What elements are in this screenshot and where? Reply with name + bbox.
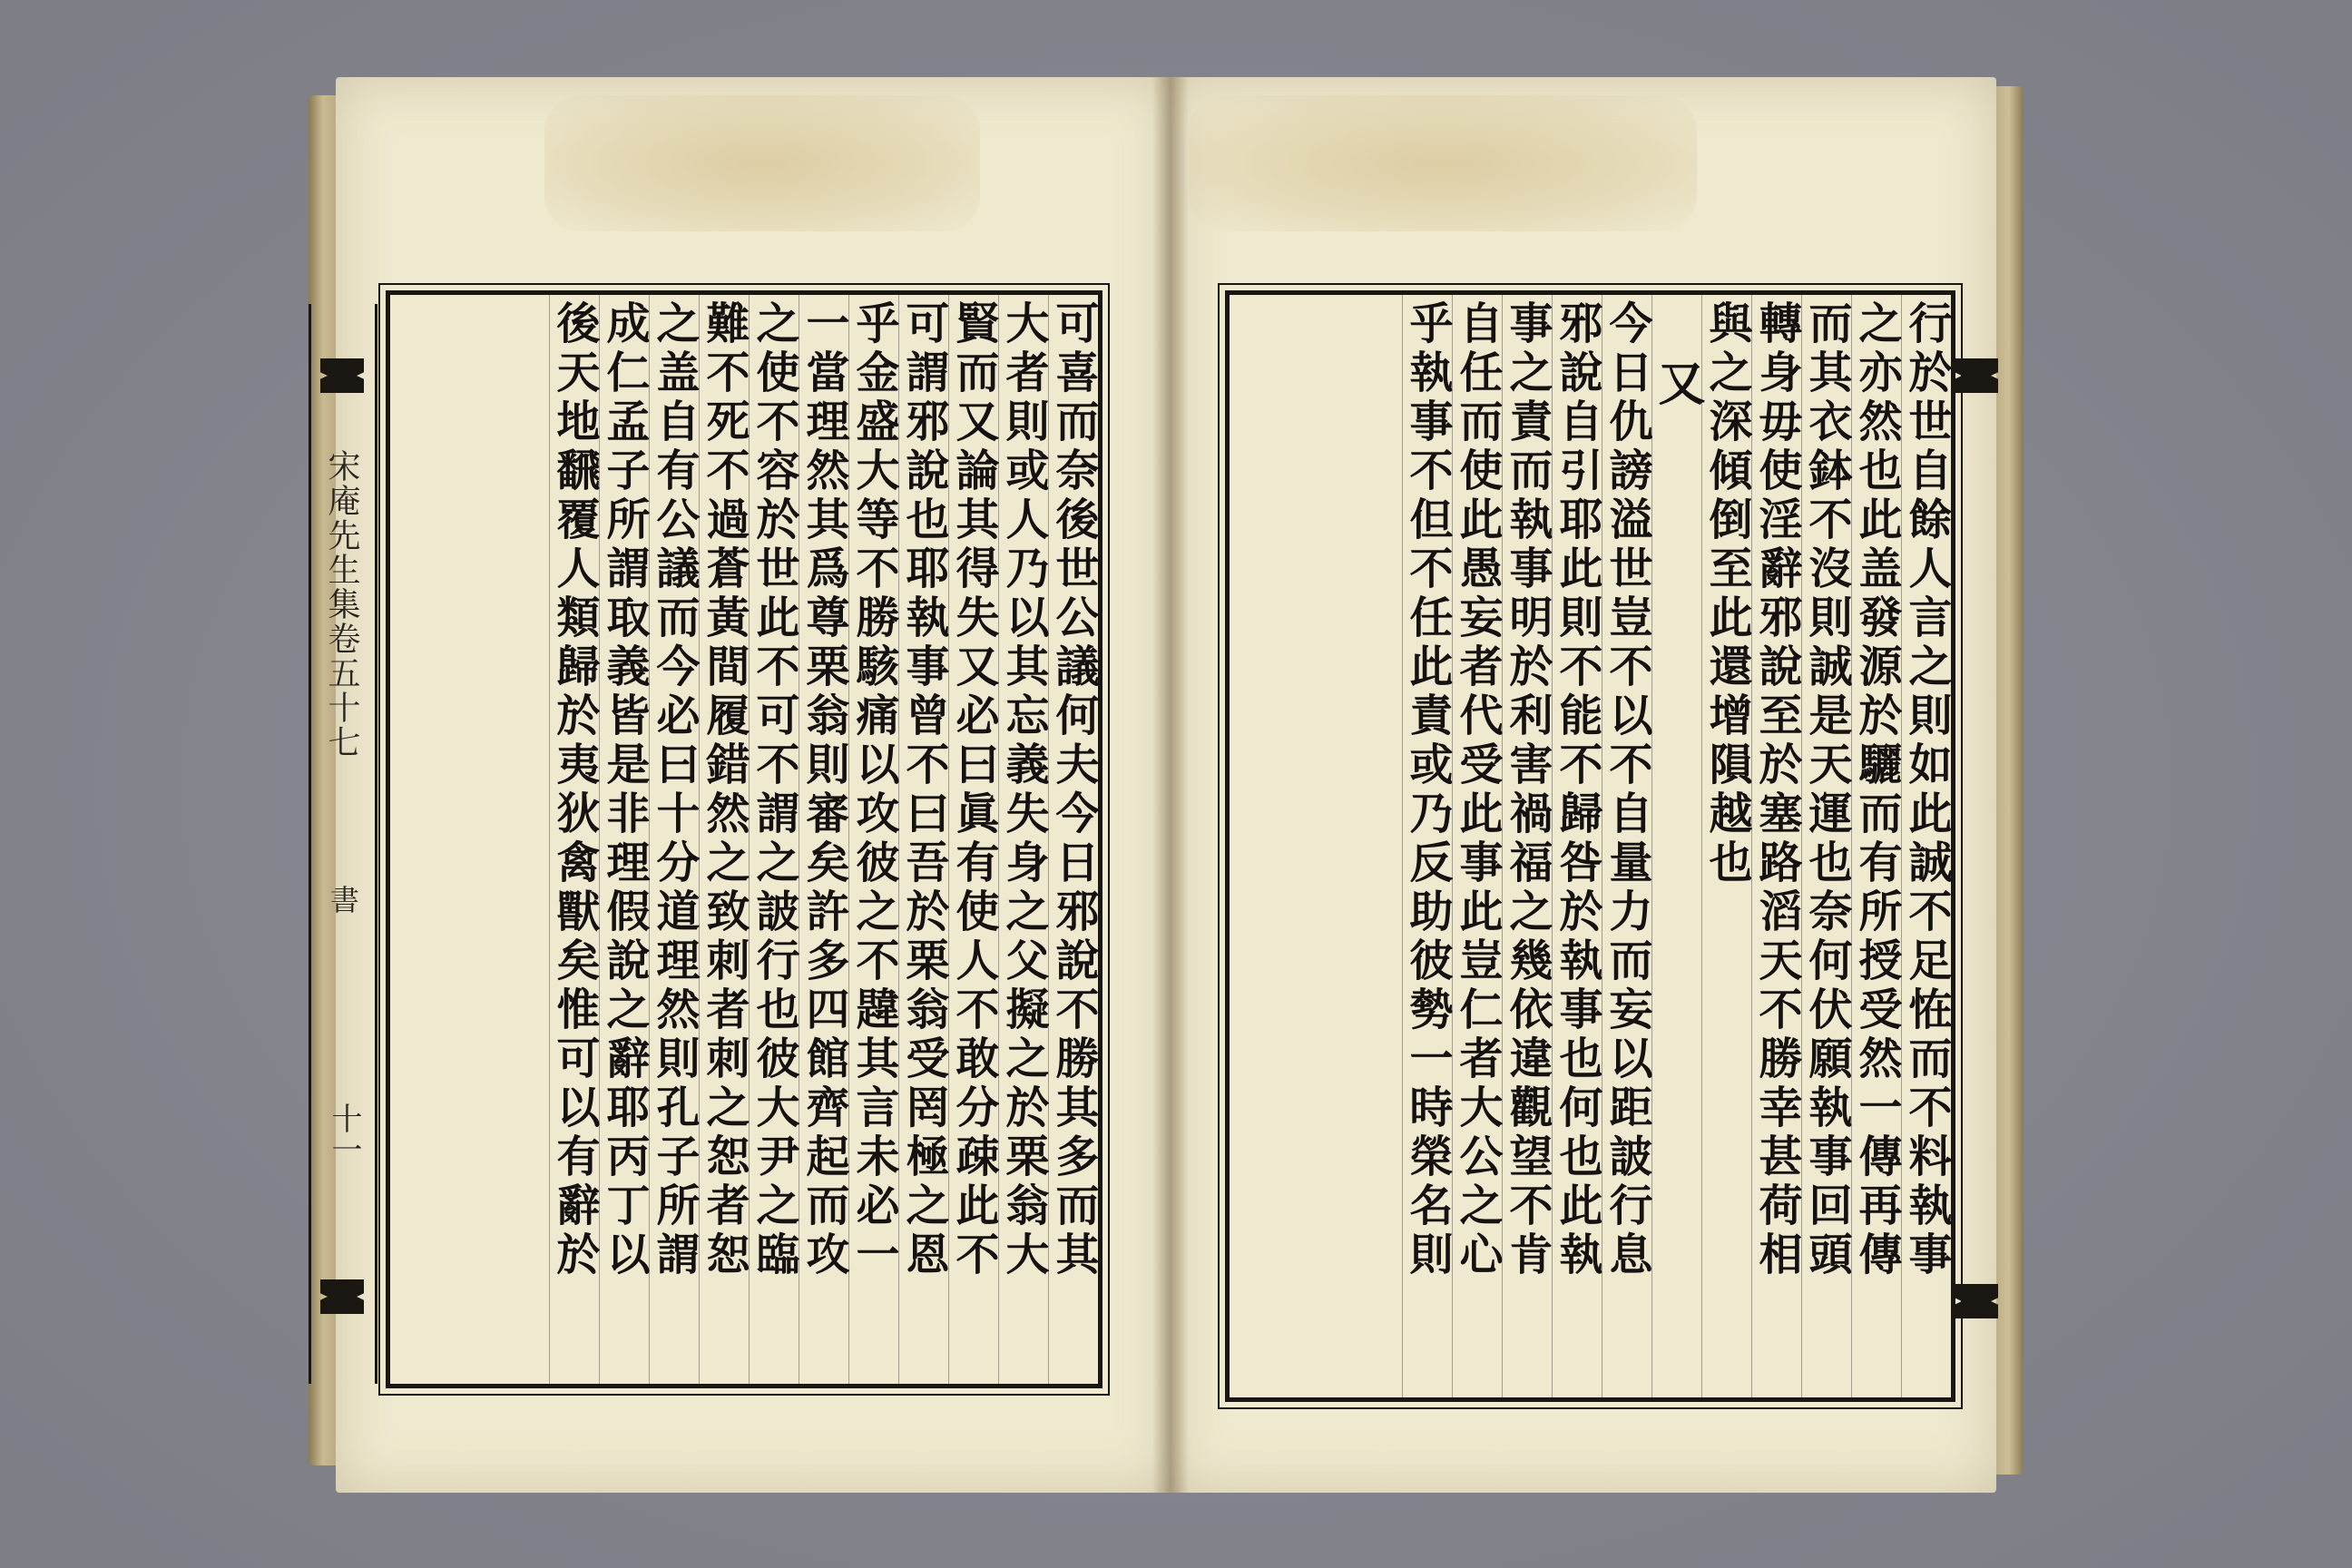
text-column: 轉身毋使淫辭邪說至於塞路滔天不勝幸甚荷相 [1751, 295, 1801, 1397]
text-column: 賢而又論其得失又必曰眞有使人不敢分疎此不 [948, 295, 998, 1384]
book-gutter [1152, 77, 1189, 1493]
center-margin-column [309, 304, 377, 1384]
text-column: 一當理然其爲尊栗翁則審矣許多四館齊起而攻 [799, 295, 848, 1384]
text-column: 後天地飜覆人類歸於夷狄禽獸矣惟可以有辭於 [549, 295, 599, 1384]
right-text-columns [1402, 295, 1951, 1397]
text-column: 之盖自有公議而今必曰十分道理然則孔子所謂 [649, 295, 699, 1384]
text-column: 自任而使此愚妄者代受此事此豈仁者大公之心 [1452, 295, 1502, 1397]
text-column: 行於世自餘人言之則如此誠不足恠而不料執事 [1901, 295, 1951, 1397]
text-column: 成仁孟子所謂取義皆是非理假說之辭耶丙丁以 [599, 295, 649, 1384]
right-text-frame [1225, 290, 1955, 1402]
text-column: 之亦然也此盖發源於驪而有所授受然一傳再傳 [1851, 295, 1901, 1397]
paper-stain [544, 95, 980, 231]
text-column: 與之深傾倒至此還增隕越也 [1701, 295, 1751, 1397]
margin-page-number: 十一 [326, 1102, 362, 1164]
paper-stain [1189, 95, 1697, 231]
text-column: 大者則或人乃以其忘義失身之父擬之於栗翁大 [998, 295, 1048, 1384]
margin-section-label: 書 [326, 885, 360, 914]
open-book [309, 77, 2024, 1493]
text-column: 難不死不過蒼黃間履錯然之致刺者刺之恕者恕 [699, 295, 749, 1384]
section-heading: 又 [1651, 295, 1701, 1397]
text-column: 今日仇謗溢世豈不以不自量力而妄以距詖行息 [1602, 295, 1651, 1397]
left-text-columns [549, 295, 1098, 1384]
fishtail-mark-top [320, 358, 364, 393]
text-column: 之使不容於世此不可不謂之詖行也彼大尹之臨 [749, 295, 799, 1384]
margin-book-title: 宋庵先生集卷五十七 [323, 449, 360, 760]
text-column: 而其衣鉢不沒則誠是天運也奈何伏願執事回頭 [1801, 295, 1851, 1397]
text-column: 乎執事不但不任此責或乃反助彼勢一時榮名則 [1402, 295, 1452, 1397]
text-column: 邪說自引耶此則不能不歸咎於執事也何也此執 [1552, 295, 1602, 1397]
left-text-frame [323, 290, 1102, 1388]
text-column: 可喜而奈後世公議何夫今日邪說不勝其多而其 [1048, 295, 1098, 1384]
text-column: 乎金盛大等不勝駭痛以攻彼之不韙其言未必一 [848, 295, 898, 1384]
text-column: 可謂邪說也耶執事曾不曰吾於栗翁受罔極之恩 [898, 295, 948, 1384]
fishtail-mark-bottom [320, 1279, 364, 1314]
text-column: 事之責而執事明於利害禍福之幾依違觀望不肯 [1502, 295, 1552, 1397]
